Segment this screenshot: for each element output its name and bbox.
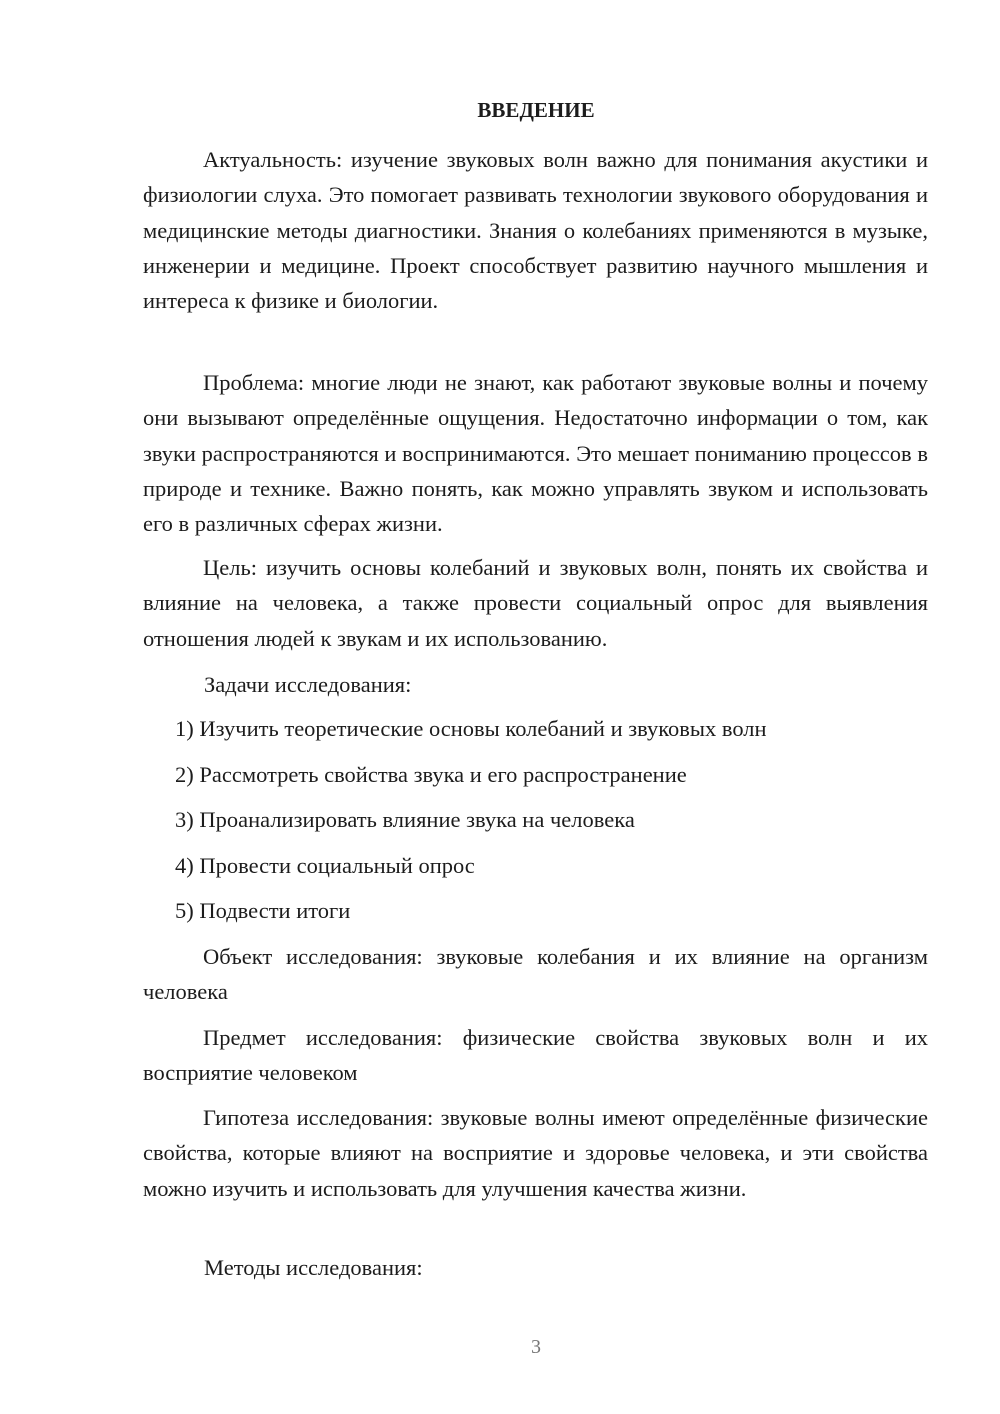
task-item: 4) Провести социальный опрос <box>175 853 475 878</box>
tasks-heading: Задачи исследования: <box>204 672 412 697</box>
goal-paragraph: Цель: изучить основы колебаний и звуковых волн, понять их свойства и влияние на человека, а также провести социальный опрос для выявления отношения людей к звукам и их использованию. <box>143 555 928 651</box>
hypothesis-paragraph: Гипотеза исследования: звуковые волны имеют определённые физические свойства, которые влияют на восприятие и здоровье человека, и эти свойства можно изучить и использовать для улучшения качества жизни. <box>143 1105 928 1201</box>
relevance-paragraph: Актуальность: изучение звуковых волн важно для понимания акустики и физиологии слуха. Это помогает развивать технологии звукового оборудования и медицинские методы диагностики. Знания о колебаниях применяются в музыке, инженерии и медицине. Проект способствует развитию научного мышления и интереса к физике и биологии. <box>143 147 928 314</box>
object-paragraph: Объект исследования: звуковые колебания и их влияние на организм человека <box>143 944 928 1005</box>
task-item: 3) Проанализировать влияние звука на человека <box>175 807 635 832</box>
subject-paragraph: Предмет исследования: физические свойства звуковых волн и их восприятие человеком <box>143 1025 928 1086</box>
problem-paragraph: Проблема: многие люди не знают, как работают звуковые волны и почему они вызывают определённые ощущения. Недостаточно информации о том, как звуки распространяются и воспринимаются. Это мешает пониманию процессов в природе и технике. Важно понять, как можно управлять звуком и использовать его в различных сферах жизни. <box>143 370 928 537</box>
task-item: 1) Изучить теоретические основы колебаний и звуковых волн <box>175 716 767 741</box>
page-title: ВВЕДЕНИЕ <box>477 98 595 122</box>
methods-heading: Методы исследования: <box>204 1255 423 1280</box>
page-number: 3 <box>531 1336 541 1358</box>
task-item: 2) Рассмотреть свойства звука и его распространение <box>175 762 687 787</box>
task-item: 5) Подвести итоги <box>175 898 351 923</box>
